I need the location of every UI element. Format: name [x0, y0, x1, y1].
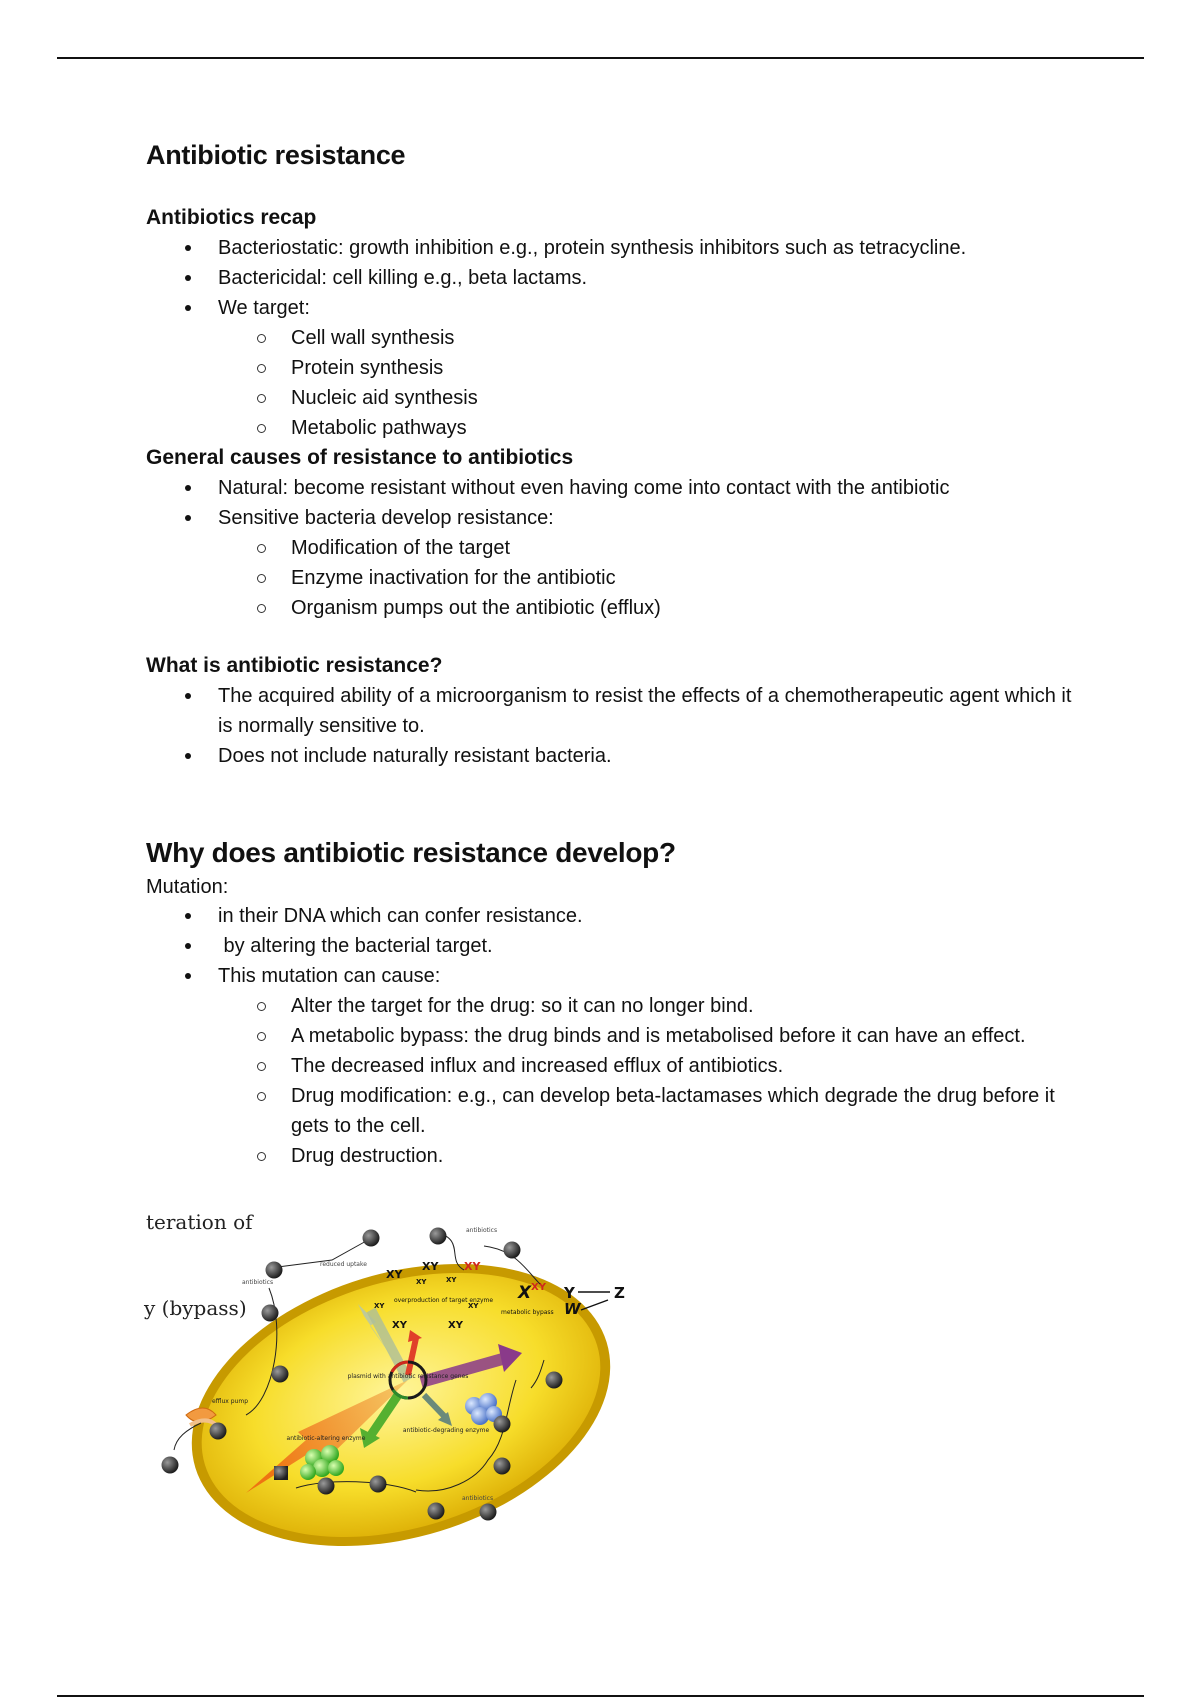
list-item: The acquired ability of a microorganism to resist the effects of a chemotherapeutic agent which it is normally sensitive to.: [146, 681, 1076, 741]
sub-list-item: Cell wall synthesis: [146, 323, 1076, 353]
svg-text:XY: XY: [392, 1320, 407, 1331]
svg-text:XY: XY: [422, 1260, 439, 1273]
cropped-caption: y (bypass): [144, 1296, 247, 1320]
section-title: Why does antibiotic resistance develop?: [146, 837, 676, 868]
metabolic-bypass-label: metabolic bypass: [501, 1309, 554, 1316]
svg-text:XY: XY: [531, 1282, 546, 1293]
bullet-list: [146, 473, 1076, 623]
sub-list-item: Metabolic pathways: [146, 413, 1076, 443]
antibiotics-label: antibiotics: [242, 1279, 274, 1286]
sub-list-item: Organism pumps out the antibiotic (efflux): [146, 593, 1076, 623]
section-heading: Antibiotics recap: [146, 206, 317, 229]
svg-text:XY: XY: [468, 1302, 479, 1310]
sub-list-item: Modification of the target: [146, 533, 1076, 563]
sub-list-item: Enzyme inactivation for the antibiotic: [146, 563, 1076, 593]
efflux-pump-label: efflux pump: [212, 1398, 249, 1405]
bullet-list: [146, 901, 1076, 1171]
document-body: [146, 140, 1076, 1171]
intro-text: Mutation:: [146, 876, 229, 898]
sub-list-item: Drug destruction.: [146, 1141, 1076, 1171]
sub-list: [146, 533, 1076, 623]
bullet-list: [146, 233, 1076, 443]
section-heading: General causes of resistance to antibiotics: [146, 446, 574, 469]
list-item-text: This mutation can cause:: [218, 965, 441, 987]
svg-text:XY: XY: [386, 1268, 403, 1281]
footer-rule: [57, 1695, 1144, 1697]
overproduction-label: overproduction of target enzyme: [394, 1297, 494, 1304]
list-item: in their DNA which can confer resistance.: [146, 901, 1076, 931]
svg-text:XY: XY: [446, 1276, 457, 1284]
degrading-enzyme-label: antibiotic-degrading enzyme: [402, 1427, 490, 1434]
antibiotics-label: antibiotics: [466, 1227, 498, 1234]
sub-list-item: Nucleic aid synthesis: [146, 383, 1076, 413]
list-item: Does not include naturally resistant bacteria.: [146, 741, 1076, 771]
sub-list: [146, 991, 1076, 1171]
page-title: Antibiotic resistance: [146, 140, 406, 170]
sub-list-item: Drug modification: e.g., can develop beta-lactamases which degrade the drug before it gets to the cell.: [146, 1081, 1076, 1141]
list-item-text: Sensitive bacteria develop resistance:: [218, 507, 554, 529]
list-item-text: We target:: [218, 297, 310, 319]
list-item: [146, 293, 1076, 443]
list-item: [146, 961, 1076, 1171]
plasmid-label: plasmid with antibiotic resistance genes: [347, 1373, 469, 1380]
sub-list-item: A metabolic bypass: the drug binds and is metabolised before it can have an effect.: [146, 1021, 1076, 1051]
altering-enzyme-label: antibiotic-altering enzyme: [286, 1435, 366, 1442]
svg-text:XY: XY: [416, 1278, 427, 1286]
sub-list-item: Alter the target for the drug: so it can no longer bind.: [146, 991, 1076, 1021]
cropped-caption: teration of: [146, 1210, 253, 1234]
reduced-uptake-label: reduced uptake: [320, 1261, 367, 1268]
sub-list-item: Protein synthesis: [146, 353, 1076, 383]
sub-list-item: The decreased influx and increased efflux of antibiotics.: [146, 1051, 1076, 1081]
list-item: [146, 503, 1076, 623]
svg-text:XY: XY: [374, 1302, 385, 1310]
resistance-mechanisms-figure: [146, 1210, 646, 1555]
svg-text:X: X: [518, 1283, 532, 1303]
svg-text:Y: Y: [564, 1284, 575, 1302]
list-item: Bactericidal: cell killing e.g., beta lactams.: [146, 263, 1076, 293]
svg-text:W: W: [564, 1300, 581, 1318]
bullet-list: [146, 681, 1076, 771]
list-item: Bacteriostatic: growth inhibition e.g., protein synthesis inhibitors such as tetracycline.: [146, 233, 1076, 263]
list-item: by altering the bacterial target.: [146, 931, 1076, 961]
list-item: Natural: become resistant without even having come into contact with the antibiotic: [146, 473, 1076, 503]
sub-list: [146, 323, 1076, 443]
antibiotics-label: antibiotics: [462, 1495, 494, 1502]
bacterium-diagram: [146, 1210, 646, 1555]
svg-text:XY: XY: [448, 1320, 463, 1331]
svg-text:XY: XY: [464, 1260, 481, 1273]
header-rule: [57, 57, 1144, 59]
svg-text:Z: Z: [614, 1284, 625, 1302]
section-heading: What is antibiotic resistance?: [146, 654, 443, 677]
